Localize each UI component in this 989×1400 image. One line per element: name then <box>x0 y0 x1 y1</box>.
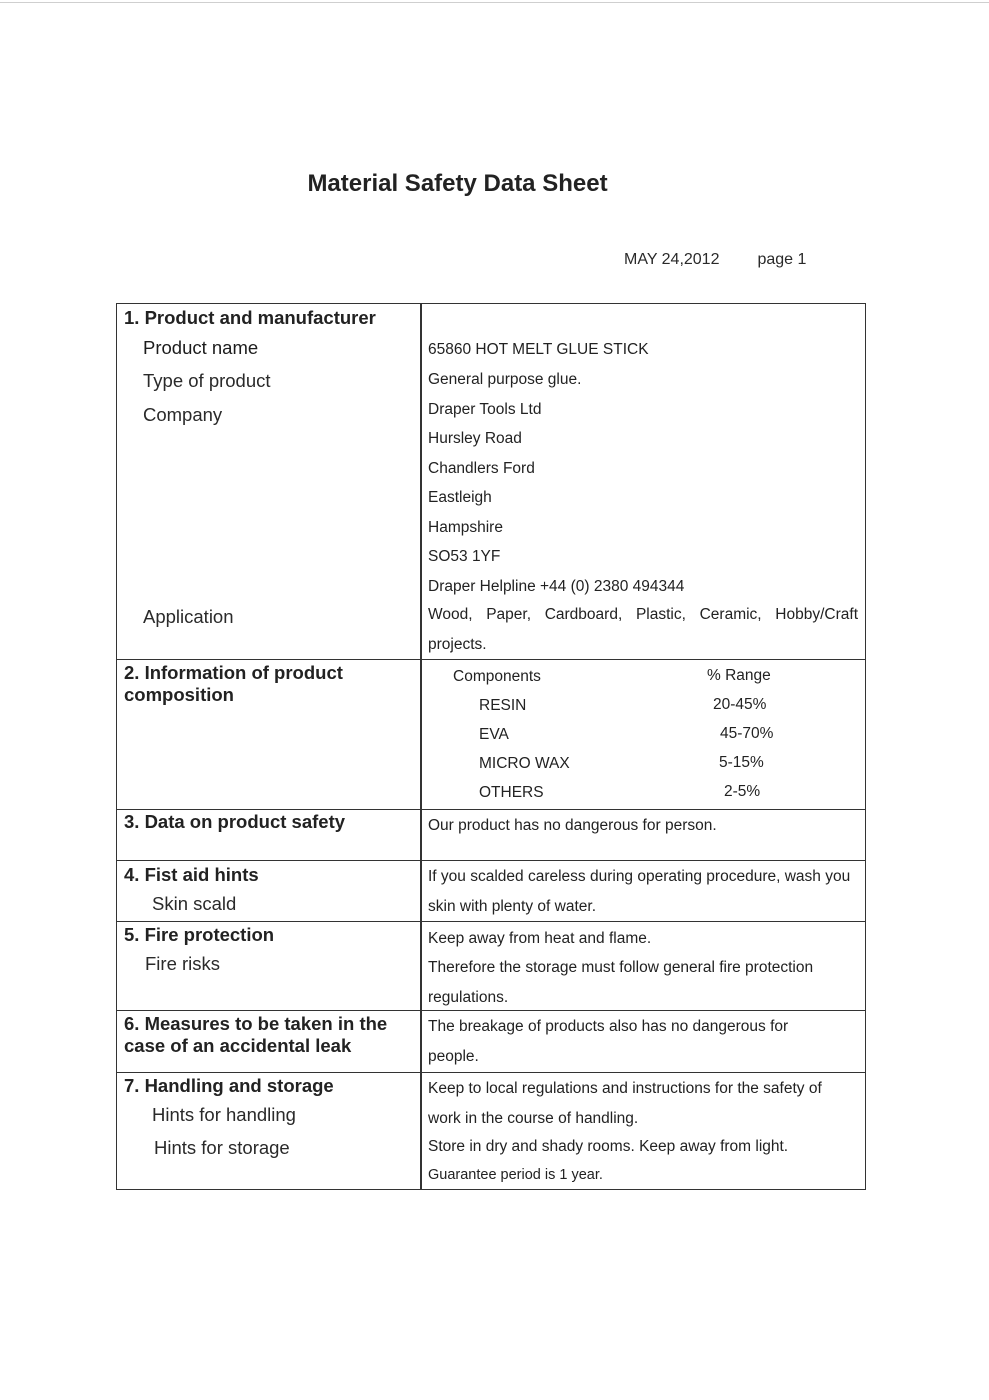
section-first-aid <box>117 860 865 921</box>
column-divider <box>420 1073 422 1189</box>
storage-line-2: Guarantee period is 1 year. <box>428 1167 603 1183</box>
section-product-safety <box>117 809 865 860</box>
section2-heading: 2. Information of product composition <box>124 662 343 705</box>
component-range: 45-70% <box>720 725 774 742</box>
section-product-manufacturer <box>117 304 865 659</box>
helpline-line: Draper Helpline +44 (0) 2380 494344 <box>428 578 685 595</box>
column-divider <box>420 810 422 860</box>
company-line: SO53 1YF <box>428 548 501 565</box>
handling-text: Keep to local regulations and instructions for the safety of work in the course of handling. <box>428 1080 822 1127</box>
application-label: Application <box>143 606 234 627</box>
range-column-header: % Range <box>707 667 771 684</box>
section1-heading: 1. Product and manufacturer <box>124 307 376 328</box>
column-divider <box>420 861 422 921</box>
company-line: Hursley Road <box>428 430 522 447</box>
product-safety-text: Our product has no dangerous for person. <box>428 817 717 834</box>
component-name: OTHERS <box>479 784 544 801</box>
section6-heading: 6. Measures to be taken in the case of an accidental leak <box>124 1013 388 1056</box>
section-handling-storage <box>117 1072 865 1189</box>
section4-heading: 4. Fist aid hints <box>124 864 259 885</box>
application-value: Wood, Paper, Cardboard, Plastic, Ceramic, Hobby/Craft projects. <box>428 606 858 653</box>
page-number: page 1 <box>757 251 807 268</box>
component-range: 20-45% <box>713 696 767 713</box>
product-name-value: 65860 HOT MELT GLUE STICK <box>428 341 649 358</box>
section-fire-protection <box>117 921 865 1010</box>
msds-table <box>116 303 866 1190</box>
column-divider <box>420 660 422 809</box>
component-name: RESIN <box>479 697 527 714</box>
document-title: Material Safety Data Sheet <box>307 170 608 197</box>
company-line: Draper Tools Ltd <box>428 401 542 418</box>
section-composition <box>117 659 865 809</box>
company-line: Eastleigh <box>428 489 492 506</box>
product-name-label: Product name <box>143 337 259 358</box>
column-divider <box>420 922 422 1010</box>
components-column-header: Components <box>453 668 541 685</box>
skin-scald-label: Skin scald <box>152 893 237 914</box>
fire-line-1: Keep away from heat and flame. <box>428 930 652 947</box>
component-name: MICRO WAX <box>479 755 570 772</box>
section7-heading: 7. Handling and storage <box>124 1075 334 1096</box>
section-accidental-leak <box>117 1010 865 1072</box>
fire-risks-label: Fire risks <box>145 953 221 974</box>
section3-heading: 3. Data on product safety <box>124 811 346 832</box>
scan-edge-line <box>0 2 989 3</box>
section5-heading: 5. Fire protection <box>124 924 275 945</box>
company-line: Chandlers Ford <box>428 460 535 477</box>
company-label: Company <box>143 404 223 425</box>
type-of-product-value: General purpose glue. <box>428 371 582 388</box>
component-range: 2-5% <box>724 783 761 800</box>
component-name: EVA <box>479 726 509 743</box>
document-date: MAY 24,2012 <box>624 251 720 268</box>
storage-line-1: Store in dry and shady rooms. Keep away from light. <box>428 1138 789 1155</box>
fire-line-2: Therefore the storage must follow general fire protection regulations. <box>428 959 814 1006</box>
hints-for-handling-label: Hints for handling <box>152 1104 296 1125</box>
company-line: Hampshire <box>428 519 503 536</box>
date-page-line <box>624 251 806 269</box>
column-divider <box>420 304 422 659</box>
type-of-product-label: Type of product <box>143 370 271 391</box>
hints-for-storage-label: Hints for storage <box>154 1137 290 1158</box>
first-aid-text: If you scalded careless during operating procedure, wash you skin with plenty of water. <box>428 868 851 915</box>
component-range: 5-15% <box>719 754 764 771</box>
accidental-leak-text: The breakage of products also has no dangerous for people. <box>428 1018 789 1065</box>
column-divider <box>420 1011 422 1072</box>
